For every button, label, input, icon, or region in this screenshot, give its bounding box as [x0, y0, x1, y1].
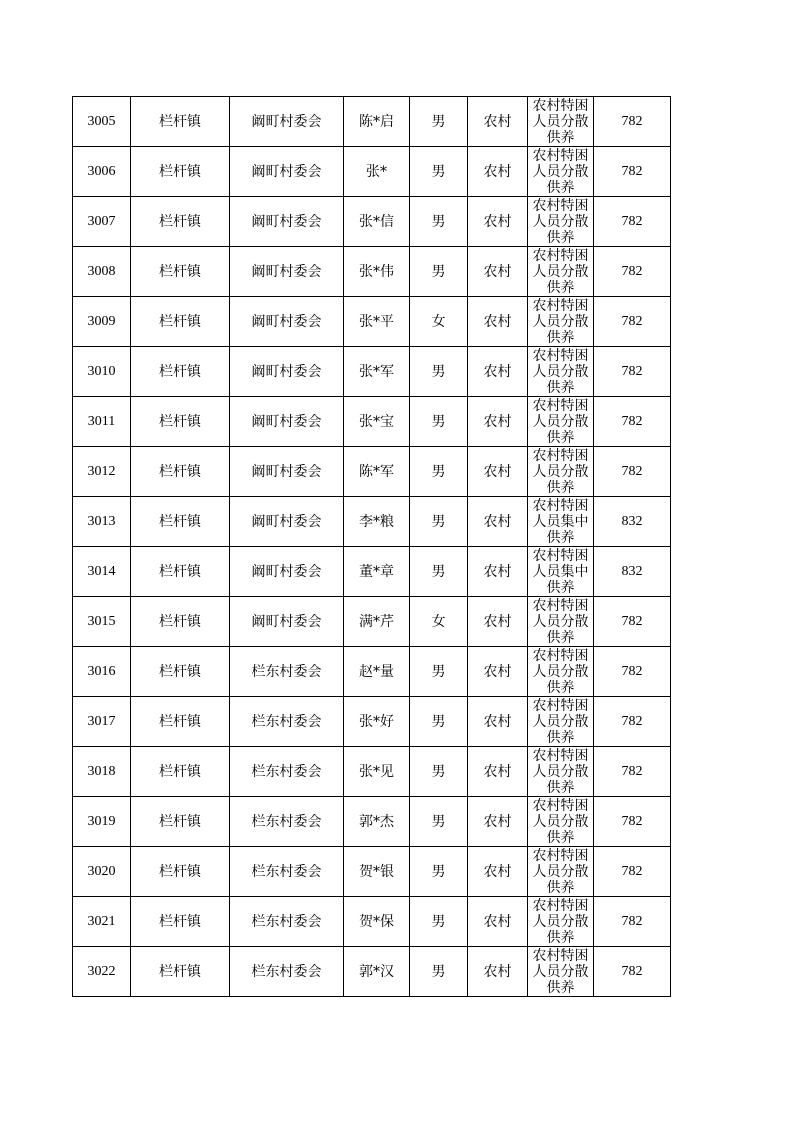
table-row — [73, 647, 671, 697]
support-type-text: 农村特困人员分散供养 — [532, 748, 589, 795]
support-type-text: 农村特困人员集中供养 — [532, 548, 589, 595]
cell-support-type — [528, 597, 594, 647]
cell-village: 阚町村委会 — [230, 347, 344, 397]
table-row — [73, 147, 671, 197]
support-type-text: 农村特困人员分散供养 — [532, 648, 589, 695]
cell-person-name: 董*章 — [344, 547, 410, 597]
table-row — [73, 947, 671, 997]
cell-person-name: 张*平 — [344, 297, 410, 347]
cell-town: 栏杆镇 — [131, 247, 230, 297]
cell-person-name: 贺*银 — [344, 847, 410, 897]
cell-serial-number: 3005 — [73, 97, 131, 147]
cell-town: 栏杆镇 — [131, 947, 230, 997]
cell-area-type: 农村 — [468, 947, 528, 997]
cell-serial-number: 3011 — [73, 397, 131, 447]
cell-village: 栏东村委会 — [230, 947, 344, 997]
cell-serial-number: 3012 — [73, 447, 131, 497]
cell-town: 栏杆镇 — [131, 147, 230, 197]
cell-support-type — [528, 697, 594, 747]
cell-serial-number: 3009 — [73, 297, 131, 347]
cell-amount: 782 — [594, 897, 671, 947]
cell-gender: 女 — [410, 597, 468, 647]
cell-person-name: 张*军 — [344, 347, 410, 397]
cell-village: 阚町村委会 — [230, 547, 344, 597]
cell-amount: 782 — [594, 397, 671, 447]
cell-town: 栏杆镇 — [131, 447, 230, 497]
cell-area-type: 农村 — [468, 547, 528, 597]
table-row — [73, 347, 671, 397]
cell-support-type — [528, 397, 594, 447]
support-type-text: 农村特困人员分散供养 — [532, 398, 589, 445]
cell-town: 栏杆镇 — [131, 97, 230, 147]
cell-support-type — [528, 647, 594, 697]
cell-support-type — [528, 897, 594, 947]
cell-serial-number: 3006 — [73, 147, 131, 197]
cell-gender: 男 — [410, 547, 468, 597]
cell-amount: 832 — [594, 547, 671, 597]
cell-area-type: 农村 — [468, 347, 528, 397]
cell-town: 栏杆镇 — [131, 747, 230, 797]
relief-roster-table — [72, 96, 671, 997]
cell-person-name: 张*伟 — [344, 247, 410, 297]
cell-amount: 782 — [594, 847, 671, 897]
cell-town: 栏杆镇 — [131, 497, 230, 547]
support-type-text: 农村特困人员分散供养 — [532, 448, 589, 495]
cell-gender: 女 — [410, 297, 468, 347]
cell-amount: 782 — [594, 347, 671, 397]
cell-area-type: 农村 — [468, 247, 528, 297]
cell-support-type — [528, 147, 594, 197]
cell-person-name: 陈*启 — [344, 97, 410, 147]
support-type-text: 农村特困人员分散供养 — [532, 248, 589, 295]
cell-area-type: 农村 — [468, 97, 528, 147]
cell-gender: 男 — [410, 897, 468, 947]
table-row — [73, 297, 671, 347]
cell-person-name: 张*信 — [344, 197, 410, 247]
table-row — [73, 697, 671, 747]
cell-support-type — [528, 547, 594, 597]
cell-person-name: 张*好 — [344, 697, 410, 747]
support-type-text: 农村特困人员分散供养 — [532, 298, 589, 345]
cell-person-name: 张*见 — [344, 747, 410, 797]
cell-gender: 男 — [410, 447, 468, 497]
cell-person-name: 贺*保 — [344, 897, 410, 947]
cell-support-type — [528, 847, 594, 897]
cell-amount: 782 — [594, 97, 671, 147]
table-row — [73, 847, 671, 897]
table-row — [73, 597, 671, 647]
cell-area-type: 农村 — [468, 497, 528, 547]
cell-town: 栏杆镇 — [131, 347, 230, 397]
cell-amount: 782 — [594, 297, 671, 347]
cell-gender: 男 — [410, 347, 468, 397]
cell-gender: 男 — [410, 197, 468, 247]
table-row — [73, 797, 671, 847]
table-row — [73, 747, 671, 797]
cell-village: 栏东村委会 — [230, 797, 344, 847]
cell-amount: 782 — [594, 947, 671, 997]
cell-person-name: 李*粮 — [344, 497, 410, 547]
cell-village: 栏东村委会 — [230, 847, 344, 897]
cell-village: 阚町村委会 — [230, 597, 344, 647]
cell-area-type: 农村 — [468, 597, 528, 647]
cell-village: 阚町村委会 — [230, 147, 344, 197]
cell-serial-number: 3016 — [73, 647, 131, 697]
cell-village: 阚町村委会 — [230, 197, 344, 247]
cell-area-type: 农村 — [468, 747, 528, 797]
cell-village: 栏东村委会 — [230, 897, 344, 947]
cell-support-type — [528, 297, 594, 347]
cell-area-type: 农村 — [468, 847, 528, 897]
support-type-text: 农村特困人员分散供养 — [532, 348, 589, 395]
cell-town: 栏杆镇 — [131, 547, 230, 597]
cell-area-type: 农村 — [468, 447, 528, 497]
cell-village: 阚町村委会 — [230, 247, 344, 297]
cell-serial-number: 3019 — [73, 797, 131, 847]
cell-serial-number: 3017 — [73, 697, 131, 747]
cell-gender: 男 — [410, 847, 468, 897]
cell-gender: 男 — [410, 497, 468, 547]
cell-gender: 男 — [410, 797, 468, 847]
table-body — [73, 97, 671, 997]
cell-area-type: 农村 — [468, 297, 528, 347]
cell-support-type — [528, 347, 594, 397]
cell-amount: 782 — [594, 147, 671, 197]
support-type-text: 农村特困人员分散供养 — [532, 148, 589, 195]
support-type-text: 农村特困人员分散供养 — [532, 198, 589, 245]
support-type-text: 农村特困人员分散供养 — [532, 698, 589, 745]
cell-village: 阚町村委会 — [230, 97, 344, 147]
support-type-text: 农村特困人员分散供养 — [532, 798, 589, 845]
cell-town: 栏杆镇 — [131, 897, 230, 947]
cell-gender: 男 — [410, 147, 468, 197]
cell-serial-number: 3020 — [73, 847, 131, 897]
cell-area-type: 农村 — [468, 147, 528, 197]
table-row — [73, 97, 671, 147]
cell-support-type — [528, 97, 594, 147]
support-type-text: 农村特困人员分散供养 — [532, 98, 589, 145]
cell-area-type: 农村 — [468, 897, 528, 947]
cell-gender: 男 — [410, 97, 468, 147]
cell-area-type: 农村 — [468, 647, 528, 697]
cell-area-type: 农村 — [468, 197, 528, 247]
cell-amount: 782 — [594, 647, 671, 697]
cell-amount: 782 — [594, 197, 671, 247]
cell-serial-number: 3018 — [73, 747, 131, 797]
cell-town: 栏杆镇 — [131, 297, 230, 347]
table-row — [73, 547, 671, 597]
cell-amount: 782 — [594, 797, 671, 847]
cell-gender: 男 — [410, 697, 468, 747]
cell-town: 栏杆镇 — [131, 797, 230, 847]
cell-amount: 782 — [594, 697, 671, 747]
cell-gender: 男 — [410, 647, 468, 697]
support-type-text: 农村特困人员分散供养 — [532, 598, 589, 645]
cell-town: 栏杆镇 — [131, 697, 230, 747]
cell-person-name: 郭*杰 — [344, 797, 410, 847]
cell-area-type: 农村 — [468, 697, 528, 747]
table-row — [73, 497, 671, 547]
cell-town: 栏杆镇 — [131, 597, 230, 647]
table-row — [73, 197, 671, 247]
cell-amount: 832 — [594, 497, 671, 547]
support-type-text: 农村特困人员分散供养 — [532, 898, 589, 945]
cell-village: 栏东村委会 — [230, 697, 344, 747]
cell-serial-number: 3013 — [73, 497, 131, 547]
cell-village: 栏东村委会 — [230, 747, 344, 797]
cell-amount: 782 — [594, 597, 671, 647]
table-row — [73, 897, 671, 947]
cell-village: 阚町村委会 — [230, 497, 344, 547]
cell-town: 栏杆镇 — [131, 847, 230, 897]
support-type-text: 农村特困人员集中供养 — [532, 498, 589, 545]
cell-gender: 男 — [410, 247, 468, 297]
cell-serial-number: 3007 — [73, 197, 131, 247]
cell-support-type — [528, 497, 594, 547]
cell-person-name: 赵*量 — [344, 647, 410, 697]
cell-support-type — [528, 747, 594, 797]
support-type-text: 农村特困人员分散供养 — [532, 848, 589, 895]
cell-serial-number: 3015 — [73, 597, 131, 647]
cell-village: 阚町村委会 — [230, 397, 344, 447]
cell-town: 栏杆镇 — [131, 197, 230, 247]
cell-town: 栏杆镇 — [131, 397, 230, 447]
cell-amount: 782 — [594, 747, 671, 797]
cell-support-type — [528, 197, 594, 247]
cell-area-type: 农村 — [468, 397, 528, 447]
cell-area-type: 农村 — [468, 797, 528, 847]
cell-village: 阚町村委会 — [230, 297, 344, 347]
cell-village: 阚町村委会 — [230, 447, 344, 497]
cell-serial-number: 3014 — [73, 547, 131, 597]
cell-serial-number: 3008 — [73, 247, 131, 297]
cell-amount: 782 — [594, 447, 671, 497]
cell-serial-number: 3022 — [73, 947, 131, 997]
table-row — [73, 247, 671, 297]
cell-support-type — [528, 947, 594, 997]
cell-person-name: 满*芹 — [344, 597, 410, 647]
cell-person-name: 陈*军 — [344, 447, 410, 497]
support-type-text: 农村特困人员分散供养 — [532, 948, 589, 995]
cell-support-type — [528, 247, 594, 297]
table-row — [73, 447, 671, 497]
cell-serial-number: 3010 — [73, 347, 131, 397]
cell-person-name: 郭*汉 — [344, 947, 410, 997]
cell-support-type — [528, 447, 594, 497]
cell-serial-number: 3021 — [73, 897, 131, 947]
table-row — [73, 397, 671, 447]
cell-support-type — [528, 797, 594, 847]
cell-gender: 男 — [410, 397, 468, 447]
cell-town: 栏杆镇 — [131, 647, 230, 697]
cell-gender: 男 — [410, 747, 468, 797]
cell-village: 栏东村委会 — [230, 647, 344, 697]
cell-person-name: 张*宝 — [344, 397, 410, 447]
cell-person-name: 张* — [344, 147, 410, 197]
cell-gender: 男 — [410, 947, 468, 997]
cell-amount: 782 — [594, 247, 671, 297]
